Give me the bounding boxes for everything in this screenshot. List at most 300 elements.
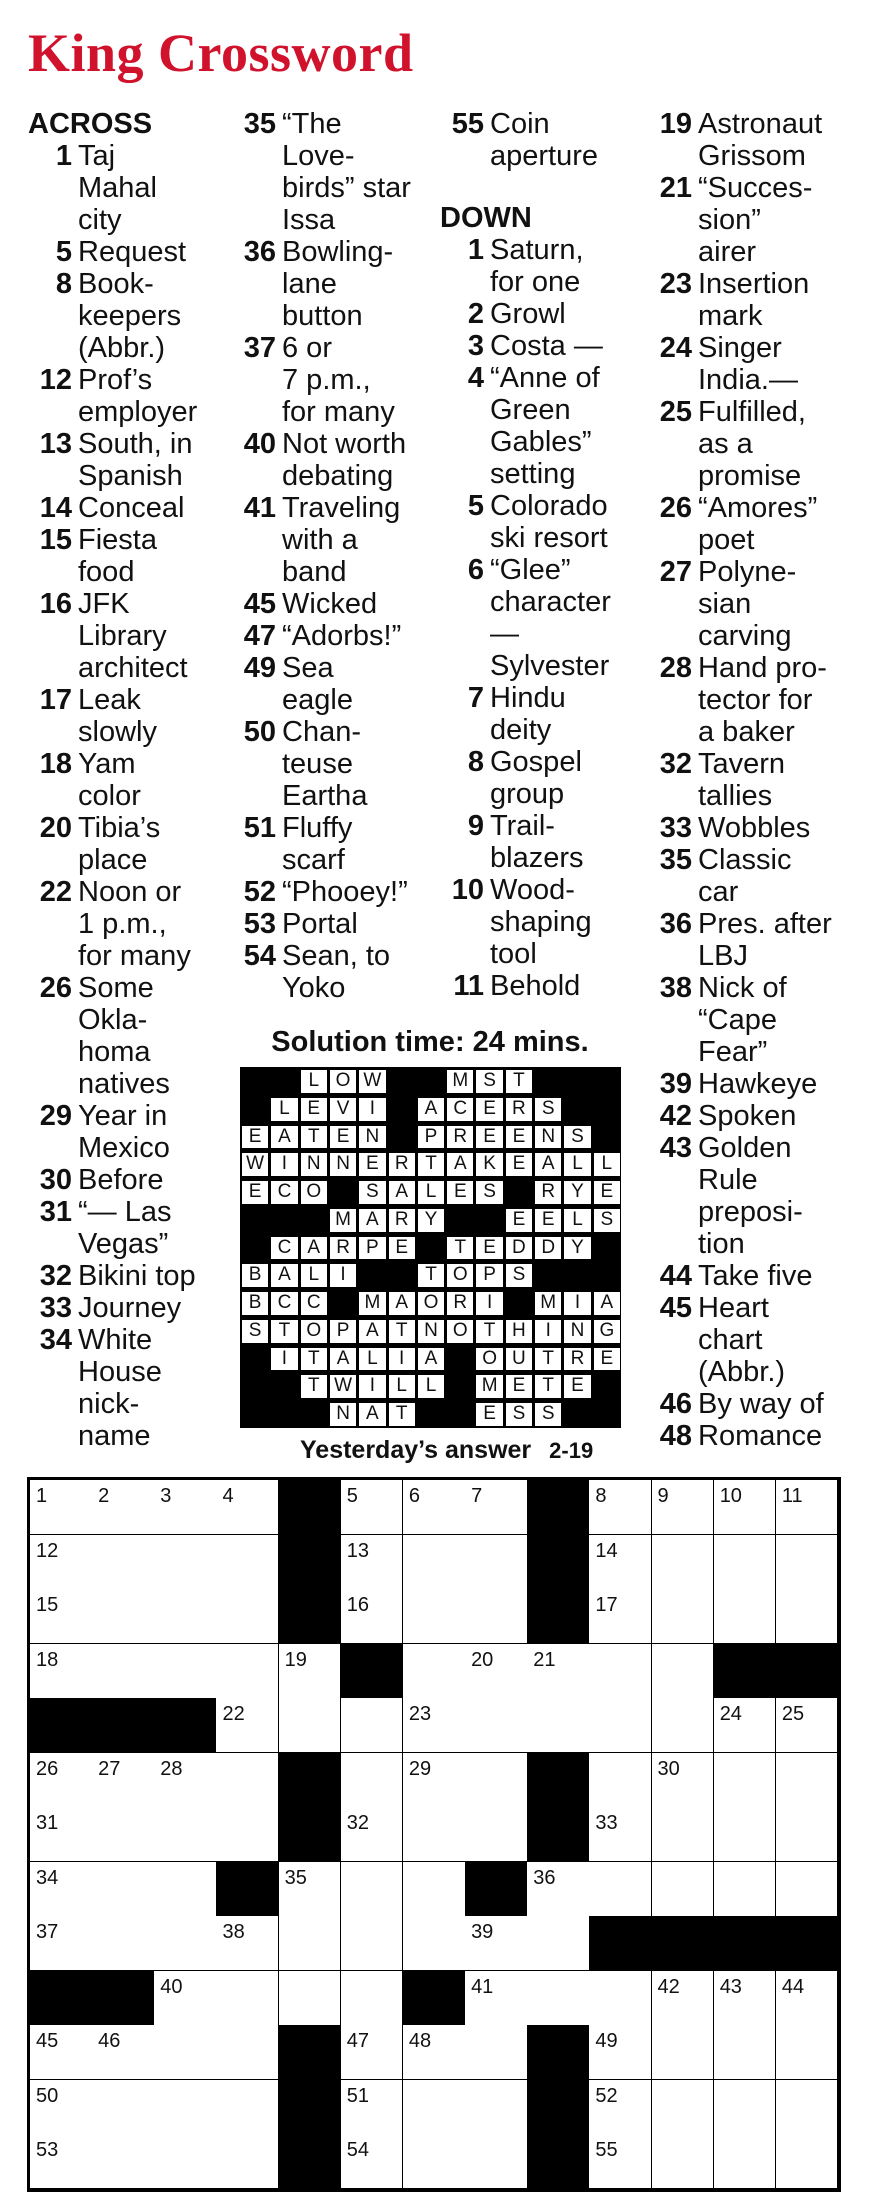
clue-text: Request [78, 236, 187, 268]
clue [440, 330, 645, 362]
grid-cell[interactable] [30, 1916, 93, 1971]
grid-cell[interactable] [341, 1862, 404, 1917]
grid-cell[interactable] [776, 1698, 839, 1753]
clue [648, 1292, 880, 1388]
answer-cell: U [505, 1347, 533, 1372]
grid-cell[interactable] [216, 1589, 279, 1644]
yesterdays-answer-label: Yesterday’s answer [300, 1436, 532, 1464]
grid-cell[interactable] [341, 1753, 404, 1808]
clue-number: 32 [39, 1260, 72, 1292]
grid-cell[interactable] [776, 2134, 839, 2189]
grid-cell[interactable] [341, 1589, 404, 1644]
clue-number: 20 [39, 812, 72, 844]
grid-cell[interactable] [465, 1480, 528, 1535]
grid-cell[interactable] [465, 1589, 528, 1644]
grid-cell[interactable] [652, 1753, 715, 1808]
grid-cell[interactable] [341, 2080, 404, 2135]
answer-cell: M [358, 1291, 386, 1316]
grid-cell[interactable] [216, 1807, 279, 1862]
grid-cell[interactable] [714, 2080, 777, 2135]
black-square [154, 1698, 217, 1753]
grid-cell[interactable] [154, 2025, 217, 2080]
clue-number: 18 [39, 748, 72, 780]
grid-cell[interactable] [714, 1589, 777, 1644]
grid-cell[interactable] [652, 1535, 715, 1590]
clue-number: 28 [659, 652, 692, 684]
clue [28, 364, 228, 428]
clue [648, 812, 880, 844]
grid-cell[interactable] [465, 1807, 528, 1862]
grid-cell[interactable] [776, 1480, 839, 1535]
clue [232, 812, 447, 876]
grid-cell[interactable] [30, 1535, 93, 1590]
cell-number: 52 [595, 2084, 618, 2107]
grid-cell[interactable] [652, 2025, 715, 2080]
grid-cell[interactable] [30, 1807, 93, 1862]
clue-number: 8 [467, 746, 484, 778]
clue [28, 1196, 228, 1260]
answer-cell: I [358, 1097, 386, 1122]
answer-cell: L [563, 1208, 591, 1233]
grid-cell[interactable] [589, 1862, 652, 1917]
grid-cell[interactable] [30, 1589, 93, 1644]
grid-cell[interactable] [92, 1916, 155, 1971]
grid-cell[interactable] [776, 1807, 839, 1862]
cell-number: 8 [595, 1485, 607, 1507]
cell-number: 19 [284, 1648, 307, 1671]
grid-cell[interactable] [776, 1535, 839, 1590]
grid-cell[interactable] [216, 1535, 279, 1590]
grid-cell[interactable] [216, 1916, 279, 1971]
cell-number: 54 [346, 2139, 370, 2162]
clue [648, 268, 880, 332]
grid-cell[interactable] [714, 1753, 777, 1808]
grid-cell[interactable] [776, 1862, 839, 1917]
cell-number: 53 [36, 2139, 59, 2162]
answer-cell: R [446, 1125, 474, 1150]
cell-number: 49 [595, 2030, 618, 2053]
grid-cell[interactable] [465, 2134, 528, 2189]
grid-cell[interactable] [403, 2134, 466, 2189]
answer-cell: E [505, 1208, 533, 1233]
grid-cell[interactable] [341, 1535, 404, 1590]
clue-number: 5 [467, 490, 484, 522]
grid-cell[interactable] [341, 1807, 404, 1862]
clue-number: 34 [39, 1324, 72, 1356]
answer-cell: M [475, 1374, 503, 1399]
clue-number: 38 [659, 972, 692, 1004]
grid-cell[interactable] [154, 1971, 217, 2026]
clue [648, 1260, 880, 1292]
grid-cell[interactable] [776, 1971, 839, 2026]
clue-text: Taj Mahal city [78, 140, 157, 236]
clue-number: 1 [55, 140, 72, 172]
grid-cell[interactable] [154, 1862, 217, 1917]
grid-cell[interactable] [154, 1644, 217, 1699]
grid-cell[interactable] [714, 2025, 777, 2080]
answer-cell: B [241, 1263, 269, 1288]
grid-cell[interactable] [589, 2134, 652, 2189]
answer-cell: E [241, 1180, 269, 1205]
answer-cell: C [270, 1291, 298, 1316]
clue-number: 33 [659, 812, 692, 844]
grid-cell[interactable] [465, 1644, 528, 1699]
grid-cell[interactable] [527, 1698, 590, 1753]
grid-cell[interactable] [154, 2080, 217, 2135]
clue-text: Nick of “Cape Fear” [698, 972, 787, 1068]
black-square [403, 1971, 466, 2026]
answer-cell: L [358, 1347, 386, 1372]
puzzle-title: King Crossword [28, 23, 414, 83]
grid-cell[interactable] [30, 2080, 93, 2135]
black-square [279, 2134, 342, 2189]
grid-cell[interactable] [403, 2080, 466, 2135]
grid-cell[interactable] [403, 2025, 466, 2080]
grid-cell[interactable] [527, 1644, 590, 1699]
answer-cell: O [417, 1291, 445, 1316]
answer-cell: K [475, 1152, 503, 1177]
clue-number: 23 [659, 268, 692, 300]
answer-cell: E [505, 1374, 533, 1399]
grid-cell[interactable] [465, 1698, 528, 1753]
cell-number: 43 [719, 1975, 742, 1998]
answer-cell: L [300, 1263, 328, 1288]
grid-cell[interactable] [589, 1971, 652, 2026]
clue-number: 43 [659, 1132, 692, 1164]
grid-cell[interactable] [652, 2080, 715, 2135]
grid-cell[interactable] [776, 2025, 839, 2080]
grid-cell[interactable] [216, 1971, 279, 2026]
grid-cell[interactable] [341, 1971, 404, 2026]
grid-cell[interactable] [465, 1535, 528, 1590]
clue-number: 4 [467, 362, 484, 394]
answer-cell: O [475, 1347, 503, 1372]
spacer [440, 172, 645, 202]
clue [28, 812, 228, 876]
grid-cell[interactable] [92, 1480, 155, 1535]
grid-cell[interactable] [527, 1916, 590, 1971]
grid-cell[interactable] [714, 1480, 777, 1535]
clue [648, 1068, 880, 1100]
grid-cell[interactable] [92, 2080, 155, 2135]
grid-cell[interactable] [652, 1862, 715, 1917]
clue-text: Journey [78, 1292, 182, 1324]
answer-cell: S [534, 1402, 562, 1427]
answer-cell: D [505, 1236, 533, 1261]
grid-cell[interactable] [341, 1698, 404, 1753]
clue-text: Hindu deity [490, 682, 566, 746]
clue [28, 524, 228, 588]
answer-cell: D [534, 1236, 562, 1261]
clue-text: Yam color [78, 748, 141, 812]
clue [232, 236, 447, 332]
answer-cell: A [388, 1180, 416, 1205]
clue-number: 22 [39, 876, 72, 908]
clue [440, 810, 645, 874]
answer-cell: O [446, 1263, 474, 1288]
grid-cell[interactable] [465, 2080, 528, 2135]
grid-cell[interactable] [30, 1644, 93, 1699]
answer-cell: P [358, 1236, 386, 1261]
cell-number: 9 [657, 1485, 669, 1507]
clue [28, 588, 228, 684]
clue-number: 6 [467, 554, 484, 586]
clue-number: 50 [243, 716, 276, 748]
answer-cell: W [358, 1069, 386, 1094]
answer-cell: S [505, 1263, 533, 1288]
clue-number: 48 [659, 1420, 692, 1452]
grid-cell[interactable] [403, 1807, 466, 1862]
grid-cell[interactable] [216, 1698, 279, 1753]
cell-number: 21 [533, 1648, 556, 1671]
grid-cell[interactable] [403, 1862, 466, 1917]
cell-number: 15 [36, 1594, 59, 1617]
clue-number: 53 [243, 908, 276, 940]
grid-cell[interactable] [403, 1644, 466, 1699]
clue [648, 748, 880, 812]
grid-cell[interactable] [92, 1535, 155, 1590]
clue-text: Bowling- lane button [282, 236, 394, 332]
grid-cell[interactable] [279, 1971, 342, 2026]
cell-number: 4 [222, 1485, 234, 1507]
grid-cell[interactable] [92, 1644, 155, 1699]
clue [28, 492, 228, 524]
grid-cell[interactable] [92, 2025, 155, 2080]
clue-text: Fulfilled, as a promise [698, 396, 806, 492]
grid-cell[interactable] [652, 1589, 715, 1644]
grid-cell[interactable] [154, 2134, 217, 2189]
grid-cell[interactable] [341, 2134, 404, 2189]
answer-cell: N [329, 1152, 357, 1177]
clue-number: 36 [243, 236, 276, 268]
grid-cell[interactable] [403, 1589, 466, 1644]
yesterdays-answer-grid [240, 1067, 621, 1428]
grid-cell[interactable] [714, 2134, 777, 2189]
answer-cell: E [593, 1180, 621, 1205]
answer-cell: A [446, 1152, 474, 1177]
answer-cell: E [593, 1347, 621, 1372]
grid-cell[interactable] [465, 1916, 528, 1971]
grid-cell[interactable] [154, 1480, 217, 1535]
clue [232, 876, 447, 908]
clue-text: Take five [698, 1260, 813, 1292]
grid-cell[interactable] [403, 1535, 466, 1590]
clue-number: 45 [243, 588, 276, 620]
grid-cell[interactable] [92, 1589, 155, 1644]
grid-cell[interactable] [652, 1480, 715, 1535]
clue [648, 396, 880, 492]
grid-cell[interactable] [216, 2025, 279, 2080]
grid-cell[interactable] [30, 1862, 93, 1917]
grid-cell[interactable] [465, 1753, 528, 1808]
clue-text: Portal [282, 908, 358, 940]
grid-cell[interactable] [92, 1862, 155, 1917]
grid-cell[interactable] [30, 1480, 93, 1535]
grid-cell[interactable] [30, 1753, 93, 1808]
clue-number: 29 [39, 1100, 72, 1132]
cell-number: 29 [408, 1757, 432, 1780]
grid-cell[interactable] [652, 1971, 715, 2026]
grid-cell[interactable] [92, 1753, 155, 1808]
clue [648, 1388, 880, 1420]
grid-cell[interactable] [30, 2134, 93, 2189]
clue-number: 7 [467, 682, 484, 714]
grid-cell[interactable] [341, 1916, 404, 1971]
clue-number: 39 [659, 1068, 692, 1100]
grid-cell[interactable] [776, 2080, 839, 2135]
grid-cell[interactable] [403, 1698, 466, 1753]
grid-cell[interactable] [279, 1862, 342, 1917]
grid-cell[interactable] [652, 1698, 715, 1753]
grid-cell[interactable] [92, 1807, 155, 1862]
clue-text: Noon or 1 p.m., for many [78, 876, 191, 972]
clue-text: Tibia’s place [78, 812, 161, 876]
answer-cell: E [505, 1152, 533, 1177]
answer-cell: I [475, 1291, 503, 1316]
grid-cell[interactable] [527, 1971, 590, 2026]
grid-cell[interactable] [714, 1862, 777, 1917]
answer-cell: T [417, 1152, 445, 1177]
grid-cell[interactable] [216, 1753, 279, 1808]
grid-cell[interactable] [589, 1644, 652, 1699]
clue [440, 108, 645, 172]
grid-cell[interactable] [589, 1807, 652, 1862]
cell-number: 47 [346, 2030, 370, 2053]
grid-cell[interactable] [652, 1644, 715, 1699]
grid-cell[interactable] [216, 1644, 279, 1699]
grid-cell[interactable] [216, 2080, 279, 2135]
answer-cell: L [270, 1097, 298, 1122]
grid-cell[interactable] [589, 1535, 652, 1590]
grid-cell[interactable] [652, 2134, 715, 2189]
grid-cell[interactable] [154, 1753, 217, 1808]
answer-cell: E [329, 1125, 357, 1150]
grid-cell[interactable] [154, 1916, 217, 1971]
clue-text: Behold [490, 970, 581, 1002]
black-square [279, 1535, 342, 1590]
answer-cell: N [534, 1125, 562, 1150]
grid-cell[interactable] [216, 2134, 279, 2189]
clue-text: Spoken [698, 1100, 797, 1132]
answer-cell: B [241, 1291, 269, 1316]
clue [440, 746, 645, 810]
grid-cell[interactable] [589, 2080, 652, 2135]
grid-cell[interactable] [341, 1480, 404, 1535]
clue-text: Romance [698, 1420, 823, 1452]
answer-cell: L [417, 1374, 445, 1399]
clue-number: 37 [243, 332, 276, 364]
clue-column-3 [440, 108, 645, 1002]
clue [648, 108, 880, 172]
clue-column-1 [28, 108, 228, 1452]
answer-cell: I [563, 1291, 591, 1316]
answer-cell: E [446, 1180, 474, 1205]
black-square [714, 1916, 777, 1971]
grid-cell[interactable] [589, 1480, 652, 1535]
clue-text: Costa — [490, 330, 603, 362]
answer-cell: R [563, 1347, 591, 1372]
grid-cell[interactable] [714, 1971, 777, 2026]
cell-number: 26 [36, 1757, 59, 1780]
cell-number: 32 [346, 1812, 370, 1835]
grid-cell[interactable] [589, 2025, 652, 2080]
clue-text: Some Okla- homa natives [78, 972, 170, 1100]
grid-cell[interactable] [589, 1589, 652, 1644]
clue-number: 46 [659, 1388, 692, 1420]
answer-cell: N [300, 1152, 328, 1177]
answer-cell: S [563, 1125, 591, 1150]
grid-cell[interactable] [154, 1535, 217, 1590]
clue-text: Bikini top [78, 1260, 196, 1292]
grid-cell[interactable] [92, 2134, 155, 2189]
black-square [279, 1807, 342, 1862]
grid-cell[interactable] [403, 1480, 466, 1535]
answer-cell: T [475, 1319, 503, 1344]
grid-cell[interactable] [465, 1971, 528, 2026]
grid-cell[interactable] [714, 1807, 777, 1862]
clue-text: Heart chart (Abbr.) [698, 1292, 786, 1388]
grid-cell[interactable] [279, 1916, 342, 1971]
cell-number: 50 [36, 2084, 59, 2107]
grid-cell[interactable] [216, 1480, 279, 1535]
grid-cell[interactable] [714, 1698, 777, 1753]
grid-cell[interactable] [652, 1807, 715, 1862]
grid-cell[interactable] [714, 1535, 777, 1590]
grid-cell[interactable] [279, 1644, 342, 1699]
clue-text: Book- keepers (Abbr.) [78, 268, 182, 364]
grid-cell[interactable] [154, 1807, 217, 1862]
grid-cell[interactable] [776, 1589, 839, 1644]
grid-cell[interactable] [279, 1698, 342, 1753]
grid-cell[interactable] [465, 2025, 528, 2080]
answer-cell: G [593, 1319, 621, 1344]
clue-text: Fiesta food [78, 524, 157, 588]
clue-text: Singer India.— [698, 332, 798, 396]
cell-number: 44 [781, 1975, 805, 1998]
grid-cell[interactable] [30, 2025, 93, 2080]
cell-number: 46 [98, 2030, 121, 2053]
answer-cell: R [329, 1236, 357, 1261]
answer-cell: I [358, 1374, 386, 1399]
clue [648, 492, 880, 556]
black-square [527, 2080, 590, 2135]
grid-cell[interactable] [589, 1698, 652, 1753]
grid-cell[interactable] [403, 1753, 466, 1808]
clue [232, 332, 447, 428]
clue [440, 298, 645, 330]
grid-cell[interactable] [589, 1753, 652, 1808]
grid-cell[interactable] [341, 2025, 404, 2080]
clue-text: Before [78, 1164, 164, 1196]
clue-text: Traveling with a band [282, 492, 401, 588]
black-square [714, 1644, 777, 1699]
clue-text: Wicked [282, 588, 378, 620]
clue [440, 234, 645, 298]
clue-text: Coin aperture [490, 108, 599, 172]
answer-cell: O [300, 1319, 328, 1344]
black-square [776, 1916, 839, 1971]
answer-cell: L [593, 1152, 621, 1177]
black-square [527, 2025, 590, 2080]
answer-cell: E [563, 1374, 591, 1399]
grid-cell[interactable] [403, 1916, 466, 1971]
clue-number: 35 [243, 108, 276, 140]
crossword-grid [27, 1477, 841, 2192]
grid-cell[interactable] [154, 1589, 217, 1644]
grid-cell[interactable] [776, 1753, 839, 1808]
clue [232, 908, 447, 940]
grid-cell[interactable] [527, 1862, 590, 1917]
